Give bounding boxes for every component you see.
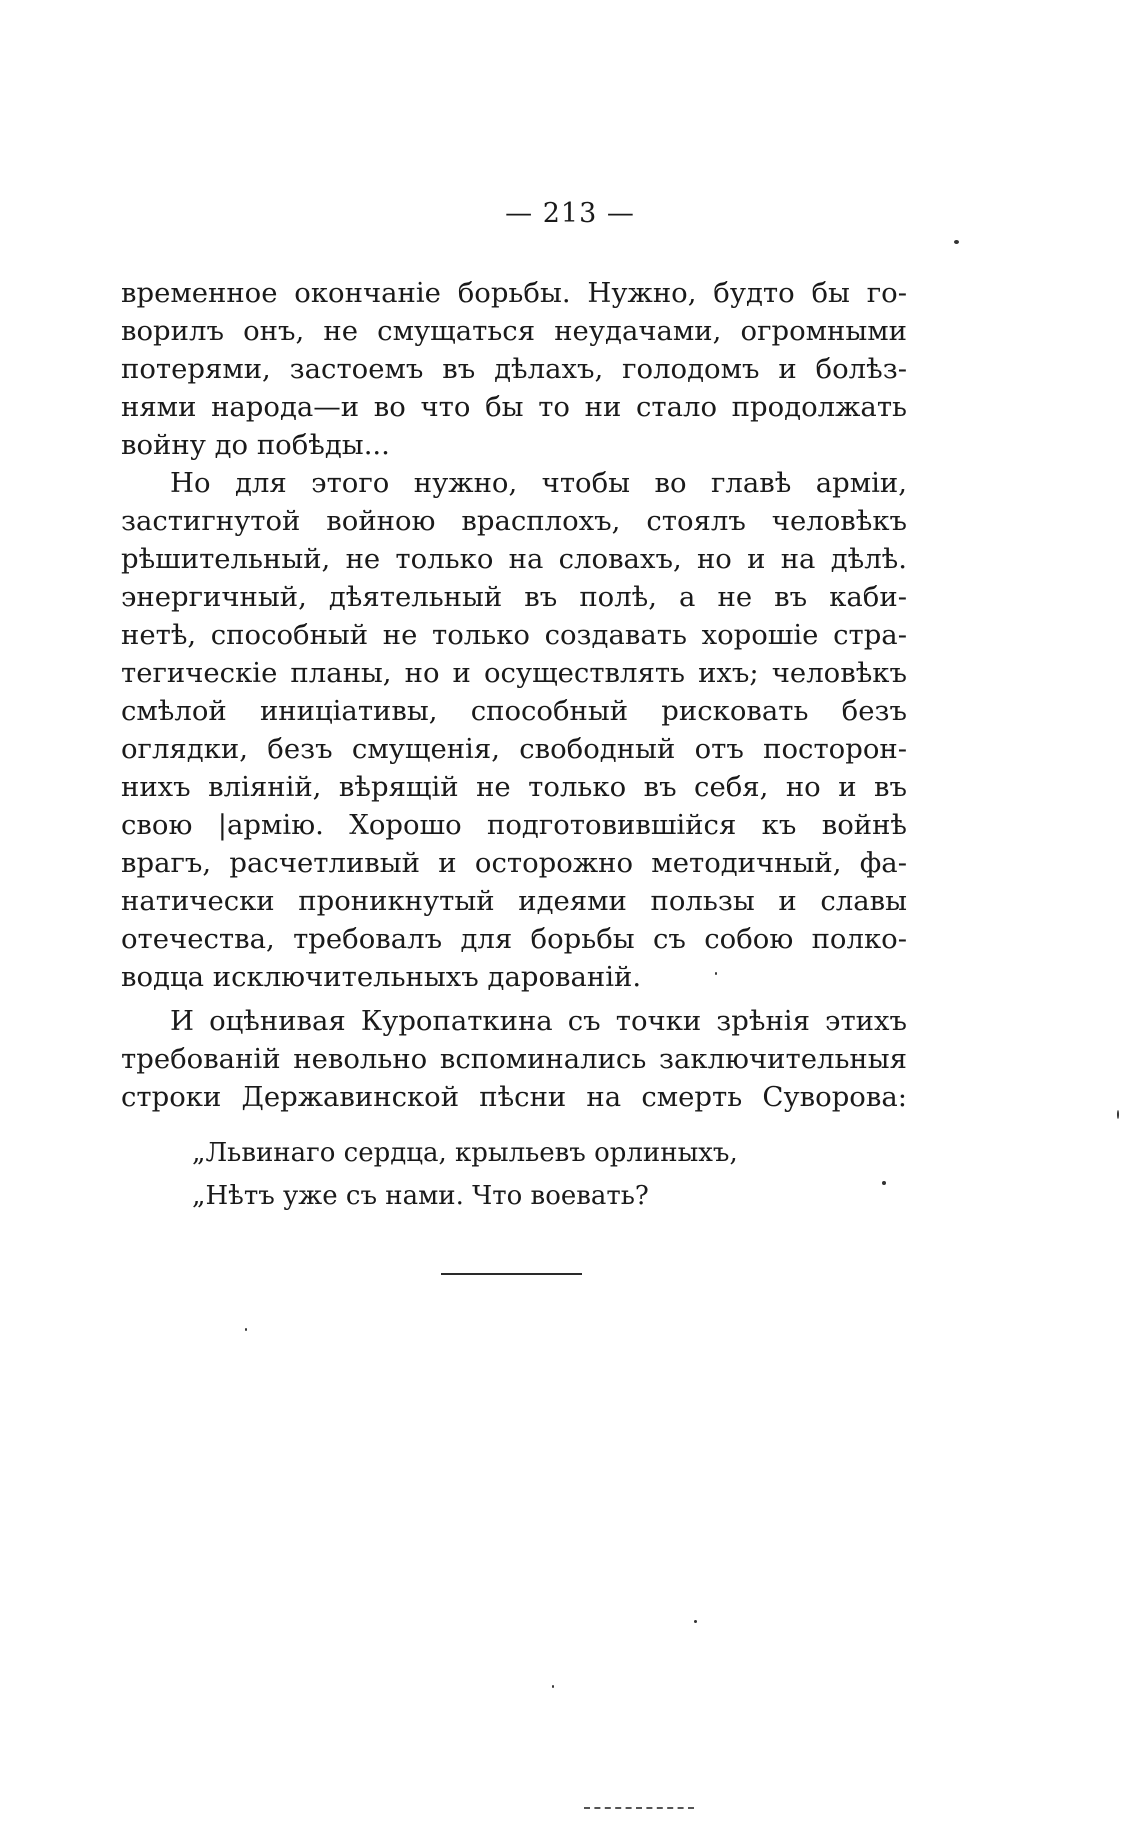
text-line: И оцѣнивая Куропаткина съ точки зрѣнія этихъ: [170, 1005, 907, 1037]
text-line: нихъ вліяній, вѣрящій не только въ себя, но и въ: [121, 771, 907, 803]
text-line: застигнутой войною врасплохъ, стоялъ человѣкъ: [121, 505, 907, 537]
text-line: оглядки, безъ смущенія, свободный отъ посторон-: [121, 733, 907, 765]
ink-speck: [882, 1181, 886, 1185]
ink-speck: [552, 1685, 554, 1688]
text-line: смѣлой иниціативы, способный рисковать безъ: [121, 695, 907, 727]
text-line: натически проникнутый идеями пользы и славы: [121, 885, 907, 917]
section-divider: [441, 1273, 582, 1275]
text-line: рѣшительный, не только на словахъ, но и на дѣлѣ.: [121, 543, 907, 575]
scan-mark: [584, 1807, 694, 1809]
text-line: нями народа—и во что бы то ни стало продолжать: [121, 391, 907, 423]
text-line: водца исключительныхъ дарованій.: [121, 961, 642, 993]
text-line: энергичный, дѣятельный въ полѣ, а не въ каби-: [121, 581, 907, 613]
text-line: требованій невольно вспоминались заключительныя: [121, 1043, 907, 1075]
verse-line: „Нѣтъ уже съ нами. Что воевать?: [192, 1181, 649, 1211]
text-line: отечества, требовалъ для борьбы съ собою полко-: [121, 923, 907, 955]
text-line: свою |армію. Хорошо подготовившійся къ войнѣ: [121, 809, 907, 841]
text-line: нетѣ, способный не только создавать хорошіе стра-: [121, 619, 907, 651]
text-line: потерями, застоемъ въ дѣлахъ, голодомъ и болѣз-: [121, 353, 907, 385]
ink-speck: [1117, 1110, 1119, 1119]
ink-speck: [694, 1620, 697, 1623]
text-line: Но для этого нужно, чтобы во главѣ арміи,: [170, 467, 907, 499]
text-line: врагъ, расчетливый и осторожно методичный, фа-: [121, 847, 907, 879]
ink-speck: [715, 972, 717, 975]
text-line: ворилъ онъ, не смущаться неудачами, огромными: [121, 315, 907, 347]
verse-line: „Львинаго сердца, крыльевъ орлиныхъ,: [192, 1138, 738, 1168]
text-line: строки Державинской пѣсни на смерть Суворова:: [121, 1081, 907, 1113]
text-line: временное окончаніе борьбы. Нужно, будто бы го-: [121, 277, 907, 309]
page-number: — 213 —: [505, 198, 635, 229]
ink-speck: [954, 240, 959, 244]
text-line: тегическіе планы, но и осуществлять ихъ; человѣкъ: [121, 657, 907, 689]
ink-speck: [245, 1328, 247, 1331]
text-line: войну до побѣды...: [121, 429, 390, 461]
